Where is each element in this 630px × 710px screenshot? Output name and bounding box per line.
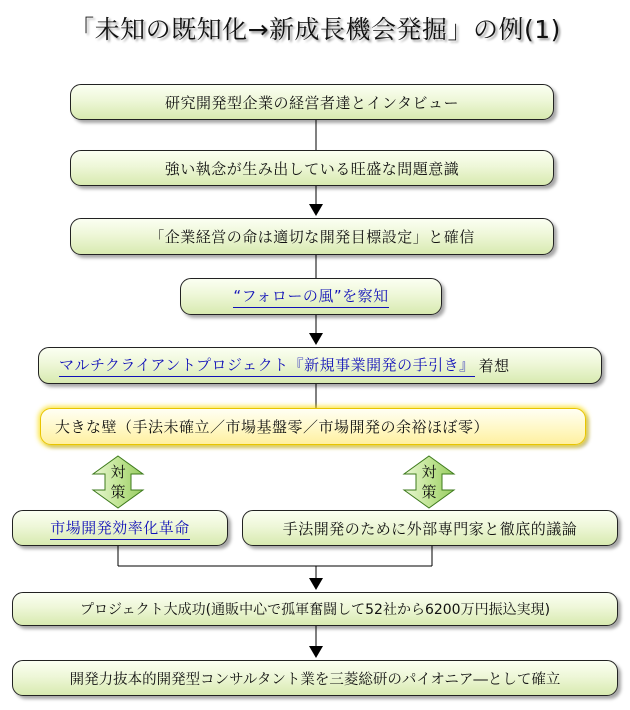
- step-conviction-text: 「企業経営の命は適切な開発目標設定」と確信: [149, 228, 475, 246]
- step-interview-text: 研究開発型企業の経営者達とインタビュー: [165, 93, 459, 112]
- counter-label-right: [407, 462, 451, 502]
- arrowhead-2-3: [309, 204, 323, 216]
- step-wall-box: [40, 408, 586, 445]
- step-market-revolution-link[interactable]: 市場開発効率化革命: [50, 517, 190, 540]
- step-wall-text: 大きな壁（手法未確立／市場基盤零／市場開発の余裕ほぼ零）: [55, 418, 490, 436]
- step-success-text: プロジェクト大成功(通販中心で孤軍奮闘して52社から6200万円振込実現): [79, 602, 551, 618]
- step-conviction-box: [70, 218, 554, 255]
- counter-label-right-bottom: 策: [421, 483, 437, 501]
- step-awareness-text: 強い執念が生み出している旺盛な問題意識: [164, 159, 460, 178]
- step-expert-discussion-box: [242, 510, 618, 546]
- step-project-box: [38, 347, 602, 384]
- step-tailwind-link[interactable]: “フォローの風”を察知: [233, 285, 388, 308]
- step-pioneer-box: [12, 660, 618, 696]
- arrowhead-8-9: [309, 646, 323, 658]
- step-interview-box: [70, 84, 554, 120]
- counter-label-right-top: 対: [421, 463, 437, 481]
- counter-label-left: [96, 462, 140, 502]
- step-project-suffix: 着想: [478, 357, 510, 375]
- arrowhead-merge-8: [309, 578, 323, 590]
- step-pioneer-text: 開発力抜本的開発型コンサルタント業を三菱総研のパイオニア―として確立: [69, 671, 561, 688]
- step-awareness-box: [70, 150, 554, 186]
- step-expert-discussion-text: 手法開発のために外部専門家と徹底的議論: [282, 519, 578, 538]
- arrowhead-4-5: [309, 333, 323, 345]
- diagram-title: 「未知の既知化→新成長機会発掘」の例(1): [69, 15, 561, 44]
- counter-label-left-top: 対: [110, 463, 126, 481]
- step-project-link[interactable]: マルチクライアントプロジェクト『新規事業開発の手引き』: [59, 354, 475, 377]
- counter-label-left-bottom: 策: [110, 483, 126, 501]
- step-success-box: [12, 592, 618, 626]
- step-tailwind-box: [180, 278, 442, 315]
- step-market-revolution-box: [12, 510, 228, 546]
